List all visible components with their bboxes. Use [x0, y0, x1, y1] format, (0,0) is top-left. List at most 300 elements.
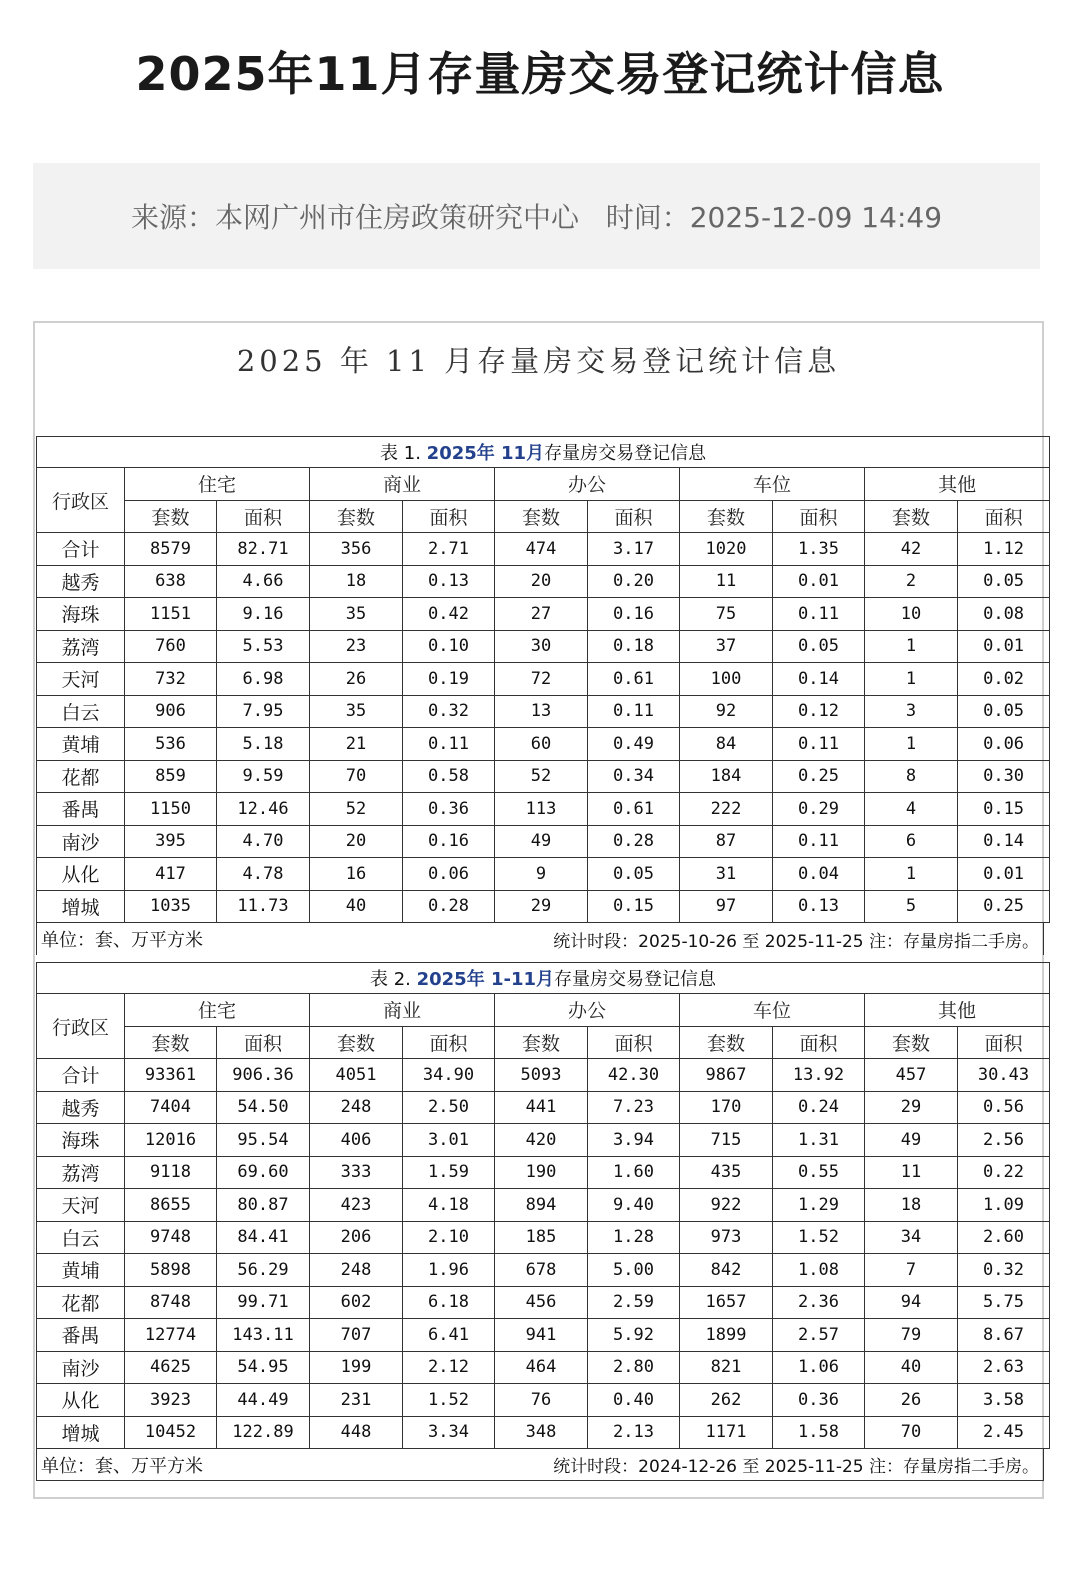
table-cell: 2.12 [403, 1351, 495, 1384]
district-name: 合计 [37, 533, 125, 566]
table-cell: 0.05 [958, 565, 1050, 598]
table-cell: 26 [865, 1384, 958, 1417]
table-cell: 30 [495, 630, 588, 663]
table-cell: 0.01 [773, 565, 865, 598]
district-name: 南沙 [37, 825, 125, 858]
table-cell: 4.70 [217, 825, 310, 858]
table-cell: 0.25 [958, 890, 1050, 923]
table-cell: 1.52 [403, 1384, 495, 1417]
table-row [37, 793, 1050, 826]
table-cell: 1.08 [773, 1254, 865, 1287]
source-info-bar [33, 163, 1040, 269]
table-cell: 0.56 [958, 1091, 1050, 1124]
table-cell: 2.71 [403, 533, 495, 566]
table-row [37, 1351, 1050, 1384]
table-cell: 26 [310, 663, 403, 696]
table-cell: 821 [680, 1351, 773, 1384]
table-cell: 4.66 [217, 565, 310, 598]
table-cell: 2.50 [403, 1091, 495, 1124]
table-cell: 707 [310, 1319, 403, 1352]
table-cell: 199 [310, 1351, 403, 1384]
table-cell: 18 [310, 565, 403, 598]
table-cell: 0.06 [958, 728, 1050, 761]
table-cell: 9867 [680, 1059, 773, 1092]
table-cell: 457 [865, 1059, 958, 1092]
table-cell: 79 [865, 1319, 958, 1352]
table-2-footer [36, 1449, 1044, 1481]
caption-suffix: 存量房交易登记信息 [554, 969, 717, 990]
table-cell: 2 [865, 565, 958, 598]
district-name: 合计 [37, 1059, 125, 1092]
table-cell: 0.14 [773, 663, 865, 696]
table-cell: 0.32 [958, 1254, 1050, 1287]
column-group-header: 其他 [865, 468, 1050, 501]
table-cell: 678 [495, 1254, 588, 1287]
district-name: 番禺 [37, 793, 125, 826]
column-sub-header: 套数 [495, 1026, 588, 1059]
table-cell: 435 [680, 1156, 773, 1189]
table-row [37, 1189, 1050, 1222]
table-row [37, 663, 1050, 696]
table-row [37, 695, 1050, 728]
table-cell: 8 [865, 760, 958, 793]
table-1-footer [36, 923, 1044, 955]
column-sub-header: 面积 [217, 1026, 310, 1059]
table-cell: 0.34 [588, 760, 680, 793]
table-cell: 406 [310, 1124, 403, 1157]
district-name: 荔湾 [37, 1156, 125, 1189]
table-cell: 35 [310, 695, 403, 728]
district-name: 增城 [37, 890, 125, 923]
table-row [37, 1221, 1050, 1254]
table-cell: 9.16 [217, 598, 310, 631]
table-cell: 18 [865, 1189, 958, 1222]
district-name: 花都 [37, 760, 125, 793]
table-row [37, 1319, 1050, 1352]
column-group-header: 车位 [680, 468, 865, 501]
table-cell: 1 [865, 728, 958, 761]
caption-prefix: 表 2. [369, 969, 417, 990]
district-name: 天河 [37, 663, 125, 696]
table-cell: 4625 [125, 1351, 217, 1384]
table-cell: 206 [310, 1221, 403, 1254]
table-row [37, 825, 1050, 858]
table-row [37, 890, 1050, 923]
district-header: 行政区 [37, 468, 125, 533]
table-cell: 0.02 [958, 663, 1050, 696]
table-cell: 1 [865, 663, 958, 696]
table-cell: 11 [680, 565, 773, 598]
table-cell: 40 [865, 1351, 958, 1384]
district-name: 南沙 [37, 1351, 125, 1384]
table-caption [37, 963, 1050, 994]
caption-date-range: 2025年 11月 [426, 443, 545, 464]
column-group-header: 办公 [495, 468, 680, 501]
table-cell: 602 [310, 1286, 403, 1319]
table-row [37, 1124, 1050, 1157]
table-cell: 82.71 [217, 533, 310, 566]
table-cell: 2.56 [958, 1124, 1050, 1157]
table-cell: 20 [495, 565, 588, 598]
table-cell: 2.80 [588, 1351, 680, 1384]
column-group-header: 住宅 [125, 994, 310, 1027]
table-cell: 0.20 [588, 565, 680, 598]
table-cell: 29 [865, 1091, 958, 1124]
table-cell: 12016 [125, 1124, 217, 1157]
column-sub-header: 套数 [495, 500, 588, 533]
source-text: 来源：本网广州市住房政策研究中心 [130, 201, 579, 234]
table-cell: 37 [680, 630, 773, 663]
column-sub-header: 套数 [125, 1026, 217, 1059]
table-cell: 34.90 [403, 1059, 495, 1092]
column-group-header: 商业 [310, 994, 495, 1027]
table-cell: 0.36 [403, 793, 495, 826]
table-cell: 8.67 [958, 1319, 1050, 1352]
table-cell: 49 [865, 1124, 958, 1157]
table-cell: 97 [680, 890, 773, 923]
table-cell: 842 [680, 1254, 773, 1287]
table-cell: 1150 [125, 793, 217, 826]
table-cell: 0.25 [773, 760, 865, 793]
table-cell: 1.58 [773, 1416, 865, 1449]
caption-suffix: 存量房交易登记信息 [544, 443, 707, 464]
table-cell: 0.19 [403, 663, 495, 696]
table-cell: 1.60 [588, 1156, 680, 1189]
table-row [37, 598, 1050, 631]
table-cell: 94 [865, 1286, 958, 1319]
table-1-container [36, 436, 1044, 955]
document-image [33, 321, 1044, 1499]
table-cell: 27 [495, 598, 588, 631]
table-cell: 5.00 [588, 1254, 680, 1287]
table-cell: 0.01 [958, 858, 1050, 891]
table-cell: 0.05 [958, 695, 1050, 728]
table-cell: 1.52 [773, 1221, 865, 1254]
table-cell: 1.59 [403, 1156, 495, 1189]
document-title: 2025 年 11 月存量房交易登记统计信息 [236, 344, 841, 378]
table-cell: 0.58 [403, 760, 495, 793]
table-cell: 2.36 [773, 1286, 865, 1319]
column-sub-header: 面积 [773, 1026, 865, 1059]
table-cell: 0.08 [958, 598, 1050, 631]
table-cell: 1.06 [773, 1351, 865, 1384]
table-cell: 922 [680, 1189, 773, 1222]
table-cell: 49 [495, 825, 588, 858]
table-caption [37, 437, 1050, 468]
table-cell: 0.05 [588, 858, 680, 891]
table-cell: 941 [495, 1319, 588, 1352]
table-1-period-note: 统计时段：2025-10-26 至 2025-11-25 注：存量房指二手房。 [553, 931, 1039, 952]
table-cell: 69.60 [217, 1156, 310, 1189]
table-cell: 0.28 [403, 890, 495, 923]
district-name: 越秀 [37, 565, 125, 598]
table-cell: 5093 [495, 1059, 588, 1092]
district-name: 从化 [37, 1384, 125, 1417]
table-cell: 423 [310, 1189, 403, 1222]
table-cell: 170 [680, 1091, 773, 1124]
table-cell: 29 [495, 890, 588, 923]
column-sub-header: 面积 [958, 1026, 1050, 1059]
column-sub-header: 面积 [403, 1026, 495, 1059]
table-cell: 5.92 [588, 1319, 680, 1352]
table-cell: 0.11 [588, 695, 680, 728]
table-cell: 248 [310, 1091, 403, 1124]
table-row [37, 728, 1050, 761]
table-cell: 9118 [125, 1156, 217, 1189]
table-cell: 184 [680, 760, 773, 793]
table-cell: 0.05 [773, 630, 865, 663]
table-cell: 456 [495, 1286, 588, 1319]
district-name: 天河 [37, 1189, 125, 1222]
table-cell: 3.94 [588, 1124, 680, 1157]
table-cell: 464 [495, 1351, 588, 1384]
table-2-container [36, 962, 1044, 1481]
table-cell: 356 [310, 533, 403, 566]
table-cell: 0.16 [588, 598, 680, 631]
table-cell: 0.22 [958, 1156, 1050, 1189]
table-cell: 7.95 [217, 695, 310, 728]
table-cell: 11 [865, 1156, 958, 1189]
table-cell: 1035 [125, 890, 217, 923]
table-cell: 99.71 [217, 1286, 310, 1319]
table-cell: 23 [310, 630, 403, 663]
table-cell: 1.31 [773, 1124, 865, 1157]
table-cell: 420 [495, 1124, 588, 1157]
table-cell: 2.57 [773, 1319, 865, 1352]
table-row [37, 760, 1050, 793]
column-group-header: 办公 [495, 994, 680, 1027]
table-cell: 190 [495, 1156, 588, 1189]
table-cell: 2.60 [958, 1221, 1050, 1254]
table-cell: 906.36 [217, 1059, 310, 1092]
table-cell: 3.01 [403, 1124, 495, 1157]
table-cell: 441 [495, 1091, 588, 1124]
table-cell: 715 [680, 1124, 773, 1157]
table-row [37, 1384, 1050, 1417]
table-row [37, 1156, 1050, 1189]
table-cell: 13.92 [773, 1059, 865, 1092]
table-cell: 0.15 [588, 890, 680, 923]
district-name: 黄埔 [37, 728, 125, 761]
table-cell: 4.18 [403, 1189, 495, 1222]
column-group-header: 其他 [865, 994, 1050, 1027]
table-cell: 80.87 [217, 1189, 310, 1222]
table-cell: 9 [495, 858, 588, 891]
table-cell: 5 [865, 890, 958, 923]
table-cell: 0.61 [588, 793, 680, 826]
table-cell: 70 [310, 760, 403, 793]
table-cell: 0.30 [958, 760, 1050, 793]
table-cell: 638 [125, 565, 217, 598]
table-cell: 760 [125, 630, 217, 663]
table-cell: 8655 [125, 1189, 217, 1222]
table-cell: 40 [310, 890, 403, 923]
table-cell: 72 [495, 663, 588, 696]
table-cell: 1020 [680, 533, 773, 566]
table-cell: 70 [865, 1416, 958, 1449]
table-cell: 0.14 [958, 825, 1050, 858]
table-cell: 1171 [680, 1416, 773, 1449]
table-row [37, 1059, 1050, 1092]
table-cell: 1.29 [773, 1189, 865, 1222]
table-cell: 52 [310, 793, 403, 826]
table-cell: 6.41 [403, 1319, 495, 1352]
table-cell: 4.78 [217, 858, 310, 891]
table-cell: 1.35 [773, 533, 865, 566]
table-cell: 1.28 [588, 1221, 680, 1254]
table-cell: 0.13 [403, 565, 495, 598]
table-cell: 21 [310, 728, 403, 761]
district-name: 白云 [37, 1221, 125, 1254]
district-name: 黄埔 [37, 1254, 125, 1287]
column-sub-header: 套数 [865, 500, 958, 533]
table-row [37, 1254, 1050, 1287]
table-cell: 448 [310, 1416, 403, 1449]
table-cell: 1899 [680, 1319, 773, 1352]
table-cell: 95.54 [217, 1124, 310, 1157]
table-cell: 0.13 [773, 890, 865, 923]
table-cell: 31 [680, 858, 773, 891]
table-2 [36, 962, 1050, 1449]
column-sub-header: 套数 [310, 1026, 403, 1059]
table-cell: 0.06 [403, 858, 495, 891]
table-cell: 6 [865, 825, 958, 858]
table-cell: 2.45 [958, 1416, 1050, 1449]
district-name: 越秀 [37, 1091, 125, 1124]
table-cell: 84 [680, 728, 773, 761]
column-sub-header: 面积 [588, 500, 680, 533]
table-cell: 2.63 [958, 1351, 1050, 1384]
table-cell: 35 [310, 598, 403, 631]
table-cell: 84.41 [217, 1221, 310, 1254]
column-group-header: 车位 [680, 994, 865, 1027]
column-sub-header: 套数 [310, 500, 403, 533]
district-name: 花都 [37, 1286, 125, 1319]
table-cell: 7.23 [588, 1091, 680, 1124]
table-cell: 0.61 [588, 663, 680, 696]
table-row [37, 565, 1050, 598]
table-cell: 894 [495, 1189, 588, 1222]
table-cell: 859 [125, 760, 217, 793]
table-cell: 34 [865, 1221, 958, 1254]
district-name: 白云 [37, 695, 125, 728]
table-cell: 30.43 [958, 1059, 1050, 1092]
table-cell: 1.09 [958, 1189, 1050, 1222]
table-cell: 13 [495, 695, 588, 728]
table-cell: 5.18 [217, 728, 310, 761]
table-row [37, 858, 1050, 891]
table-cell: 0.16 [403, 825, 495, 858]
table-cell: 0.40 [588, 1384, 680, 1417]
table-cell: 7 [865, 1254, 958, 1287]
table-cell: 222 [680, 793, 773, 826]
table-cell: 5898 [125, 1254, 217, 1287]
column-sub-header: 面积 [217, 500, 310, 533]
table-cell: 11.73 [217, 890, 310, 923]
page-title: 2025年11月存量房交易登记统计信息 [135, 47, 945, 101]
table-cell: 87 [680, 825, 773, 858]
table-cell: 0.11 [773, 825, 865, 858]
table-row [37, 1091, 1050, 1124]
table-cell: 12.46 [217, 793, 310, 826]
table-cell: 42 [865, 533, 958, 566]
table-cell: 44.49 [217, 1384, 310, 1417]
table-cell: 42.30 [588, 1059, 680, 1092]
column-sub-header: 套数 [125, 500, 217, 533]
table-cell: 56.29 [217, 1254, 310, 1287]
table-cell: 76 [495, 1384, 588, 1417]
column-sub-header: 面积 [588, 1026, 680, 1059]
district-header: 行政区 [37, 994, 125, 1059]
table-cell: 75 [680, 598, 773, 631]
table-cell: 0.55 [773, 1156, 865, 1189]
table-cell: 906 [125, 695, 217, 728]
table-cell: 0.49 [588, 728, 680, 761]
column-group-header: 商业 [310, 468, 495, 501]
table-row [37, 533, 1050, 566]
table-cell: 9748 [125, 1221, 217, 1254]
table-cell: 348 [495, 1416, 588, 1449]
table-cell: 0.18 [588, 630, 680, 663]
table-cell: 1 [865, 858, 958, 891]
column-sub-header: 套数 [680, 500, 773, 533]
table-row [37, 1286, 1050, 1319]
table-cell: 10452 [125, 1416, 217, 1449]
table-cell: 0.11 [773, 728, 865, 761]
table-cell: 54.50 [217, 1091, 310, 1124]
table-cell: 0.12 [773, 695, 865, 728]
table-cell: 4051 [310, 1059, 403, 1092]
table-cell: 262 [680, 1384, 773, 1417]
table-cell: 3 [865, 695, 958, 728]
table-cell: 6.98 [217, 663, 310, 696]
table-cell: 0.29 [773, 793, 865, 826]
table-cell: 0.15 [958, 793, 1050, 826]
table-cell: 536 [125, 728, 217, 761]
table-cell: 474 [495, 533, 588, 566]
table-cell: 0.01 [958, 630, 1050, 663]
column-group-header: 住宅 [125, 468, 310, 501]
table-cell: 113 [495, 793, 588, 826]
table-cell: 60 [495, 728, 588, 761]
table-cell: 1.96 [403, 1254, 495, 1287]
publish-time: 时间：2025-12-09 14:49 [605, 201, 943, 234]
table-cell: 248 [310, 1254, 403, 1287]
table-cell: 0.11 [403, 728, 495, 761]
column-sub-header: 套数 [865, 1026, 958, 1059]
table-cell: 417 [125, 858, 217, 891]
column-sub-header: 面积 [958, 500, 1050, 533]
table-cell: 0.36 [773, 1384, 865, 1417]
table-cell: 395 [125, 825, 217, 858]
table-cell: 20 [310, 825, 403, 858]
table-cell: 0.04 [773, 858, 865, 891]
column-sub-header: 面积 [403, 500, 495, 533]
caption-date-range: 2025年 1-11月 [416, 969, 555, 990]
table-cell: 231 [310, 1384, 403, 1417]
table-row [37, 630, 1050, 663]
table-cell: 3.17 [588, 533, 680, 566]
district-name: 增城 [37, 1416, 125, 1449]
table-cell: 3.58 [958, 1384, 1050, 1417]
table-cell: 0.24 [773, 1091, 865, 1124]
table-cell: 3923 [125, 1384, 217, 1417]
table-cell: 5.53 [217, 630, 310, 663]
table-cell: 52 [495, 760, 588, 793]
table-row [37, 1416, 1050, 1449]
table-cell: 8579 [125, 533, 217, 566]
table-cell: 0.10 [403, 630, 495, 663]
